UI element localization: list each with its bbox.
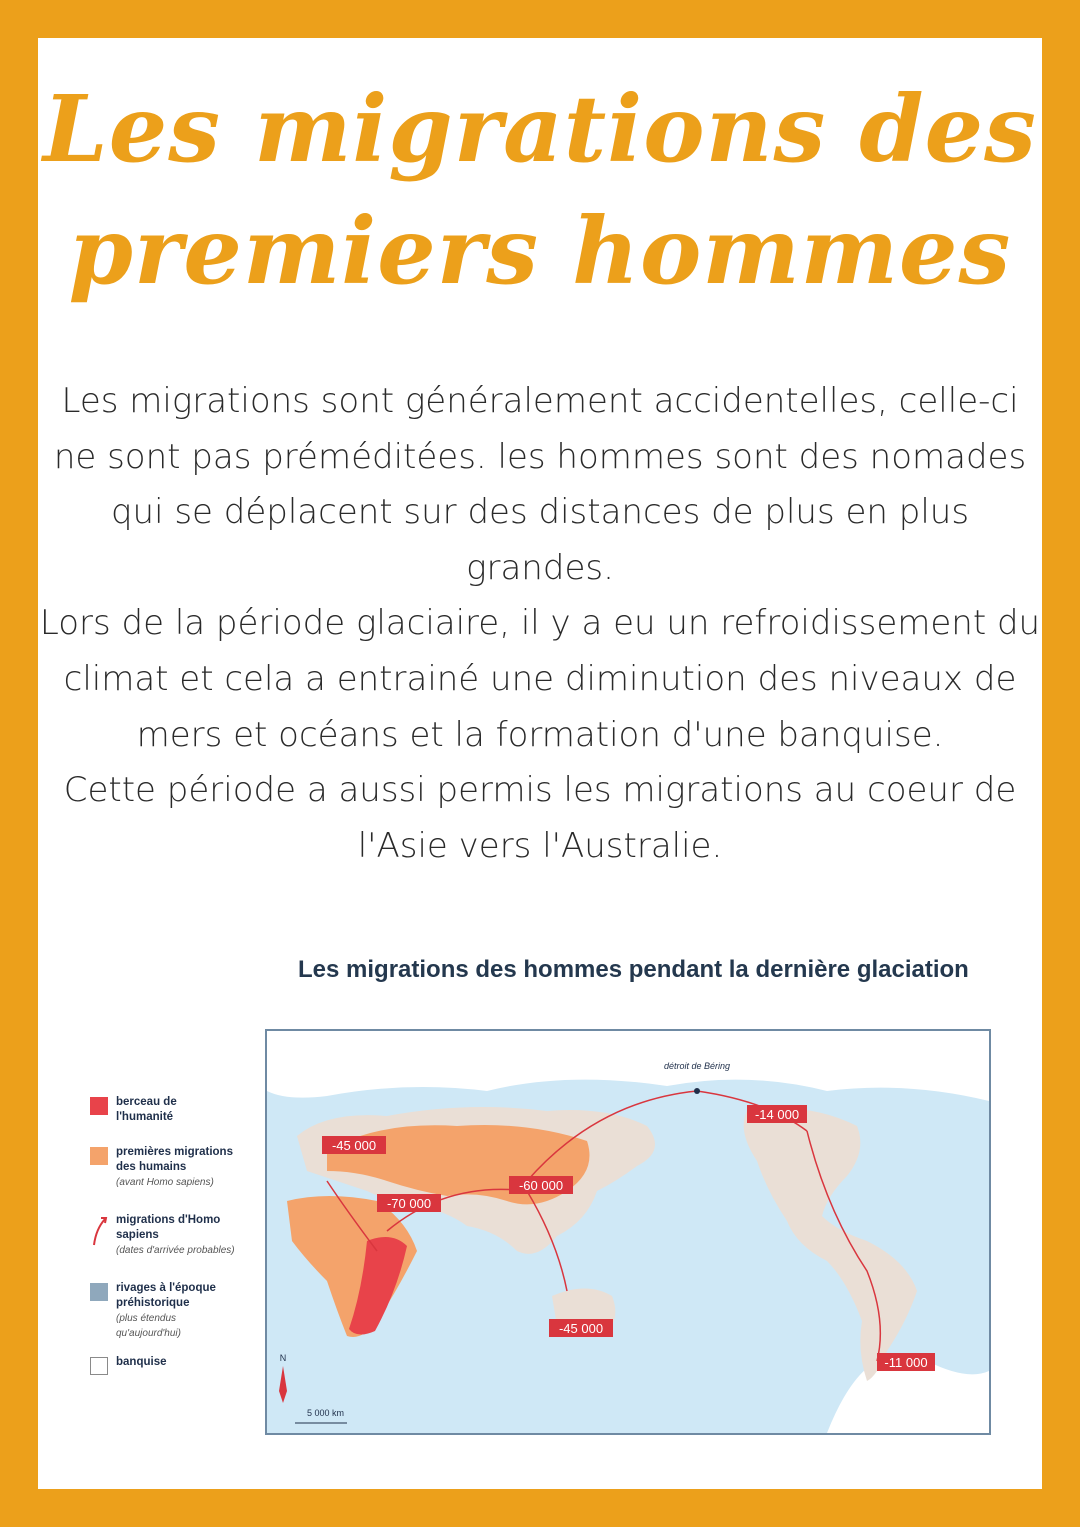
body-text <box>38 374 1042 874</box>
legend-label: berceau de l'humanité <box>116 1096 177 1123</box>
bering-point <box>694 1088 700 1094</box>
date-label: -45 000 <box>331 1138 377 1153</box>
map-title: Les migrations des hommes pendant la dernière glaciation <box>298 956 969 983</box>
cradle-swatch <box>90 1097 108 1115</box>
ice-swatch <box>90 1357 108 1375</box>
legend-label: premières migrations des humains (avant Homo sapiens) <box>116 1146 233 1188</box>
first-migrations-swatch <box>90 1147 108 1165</box>
date-label: -14 000 <box>754 1107 800 1122</box>
title-line-2: premiers hommes <box>68 197 1012 305</box>
paragraph-2: Lors de la période glaciaire, il y a eu un refroidissement du climat et cela a entrainé une diminution des niveaux de mers et océans et la formation d'une banquise. <box>39 603 1041 755</box>
migration-map <box>265 1029 991 1435</box>
legend-label: rivages à l'époque préhistorique (plus étendus qu'aujourd'hui) <box>116 1282 216 1339</box>
svg-text:5 000 km: 5 000 km <box>307 1408 345 1418</box>
shores-swatch <box>90 1283 108 1301</box>
map-svg <box>267 1031 989 1433</box>
paragraph-1: Les migrations sont généralement accidentelles, celle-ci ne sont pas préméditées. les hommes sont des nomades qui se déplacent sur des distances de plus en plus grandes. <box>53 381 1027 588</box>
migration-arrow-icon <box>90 1215 108 1247</box>
legend-label: banquise <box>116 1356 167 1368</box>
paragraph-3: Cette période a aussi permis les migrations au coeur de l'Asie vers l'Australie. <box>63 770 1017 866</box>
svg-text:N: N <box>279 1353 287 1363</box>
date-label: -45 000 <box>558 1321 604 1336</box>
bering-label: détroit de Béring <box>663 1061 731 1071</box>
page-title <box>38 68 1042 312</box>
document-page <box>38 38 1042 1489</box>
date-label: -11 000 <box>884 1355 928 1370</box>
date-label: -60 000 <box>518 1178 564 1193</box>
legend-label: migrations d'Homo sapiens (dates d'arrivée probables) <box>116 1214 235 1256</box>
title-line-1: Les migrations des <box>43 75 1037 183</box>
date-label: -70 000 <box>386 1196 432 1211</box>
